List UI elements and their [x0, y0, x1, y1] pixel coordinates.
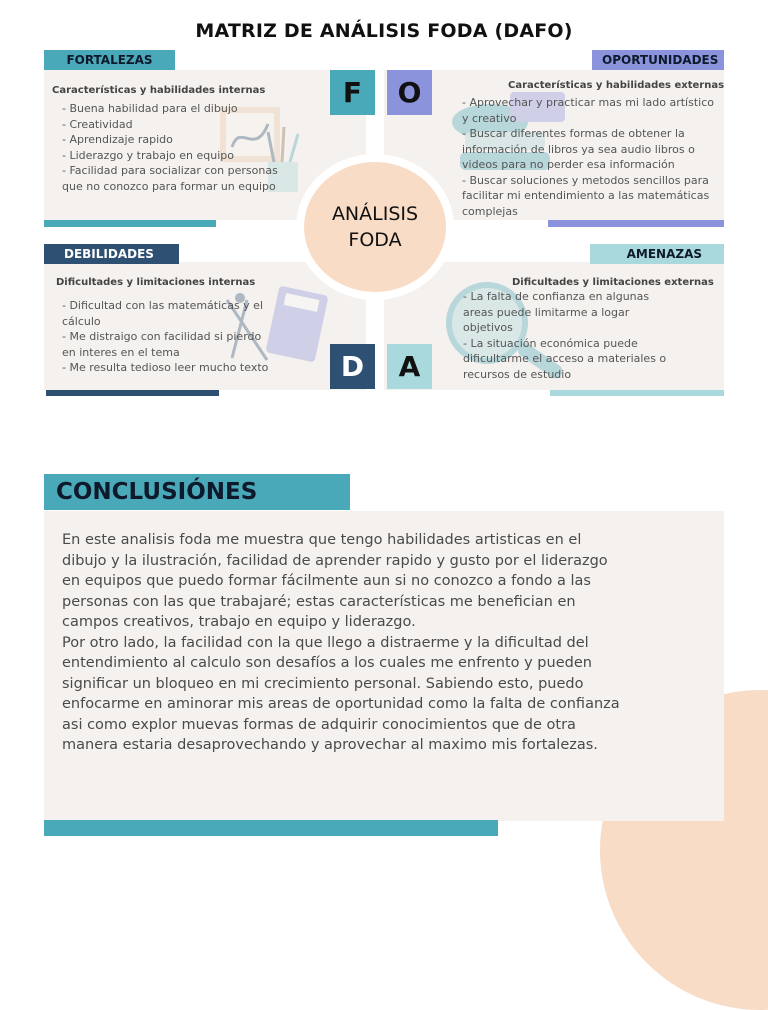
list-item: - Dificultad con las matemáticas y el cálculo — [62, 299, 264, 328]
debilidades-tag: DEBILIDADES — [44, 244, 179, 264]
list-item: - La situación económica puede dificultarme el acceso a materiales o recursos de estudio — [463, 336, 667, 381]
debilidades-bar — [46, 390, 219, 396]
amenazas-tag: AMENAZAS — [590, 244, 724, 264]
conclusions-bar — [44, 820, 498, 836]
list-item: - Me distraigo con facilidad si pierdo en interes en el tema — [62, 330, 262, 359]
list-item: - Buscar soluciones y metodos sencillos para facilitar mi entendimiento a las matemáticas complejas — [462, 173, 710, 218]
list-item: - Buena habilidad para el dibujo — [62, 102, 238, 115]
fortalezas-list — [62, 101, 278, 194]
oportunidades-bar — [548, 220, 724, 227]
list-item: - Creatividad — [62, 117, 133, 131]
list-item: - Aprendizaje rapido — [62, 133, 173, 146]
center-label-line1: ANÁLISIS — [331, 203, 419, 225]
center-label-line2: FODA — [348, 229, 402, 251]
debilidades-list — [62, 298, 274, 376]
debilidades-subtitle: Dificultades y limitaciones internas — [56, 277, 256, 288]
oportunidades-tag: OPORTUNIDADES — [592, 50, 724, 70]
list-item: - Buscar diferentes formas de obtener la información de libros ya sea audio libros o videos para no perder esa información — [462, 127, 695, 171]
letter-f: F — [330, 70, 375, 115]
center-circle — [304, 162, 446, 292]
conclusions-text: En este analisis foda me muestra que tengo habilidades artisticas en el dibujo y la ilustración, facilidad de aprender rapido y gusto por el liderazgo en equipos que puedo formar fácilmente aun si no conozco a fondo a las personas con las que trabajaré; estas características me benefician en campos creativos, trabajo en equipo y liderazgo. Por otro lado, la facilidad con la que llego a distraerme y la dificultad del entendimiento al calculo son desafíos a los cuales me enfrento y pueden significar un bloqueo en mi crecimiento personal. Sabiendo esto, puedo enfocarme en aminorar mis areas de oportunidad como la falta de confianza asi como explor muevas formas de adquirir conocimientos que de otra manera estaria desaprovechando y aprovechar al maximo mis fortalezas. — [62, 532, 620, 753]
list-item: - La falta de confianza en algunas areas puede limitarme a logar objetivos — [463, 290, 650, 334]
letter-o: O — [387, 70, 432, 115]
list-item: - Facilidad para socializar con personas que no conozco para formar un equipo — [62, 164, 278, 193]
list-item: - Aprovechar y practicar mas mi lado artístico y creativo — [462, 96, 714, 125]
letter-d: D — [330, 344, 375, 389]
letter-a: A — [387, 344, 432, 389]
list-item: - Liderazgo y trabajo en equipo — [62, 148, 234, 162]
fortalezas-bar — [44, 220, 216, 227]
amenazas-subtitle: Dificultades y limitaciones externas — [512, 277, 714, 288]
amenazas-bar — [550, 390, 724, 396]
oportunidades-list — [462, 95, 720, 219]
fortalezas-tag: FORTALEZAS — [44, 50, 175, 70]
oportunidades-subtitle: Características y habilidades externas — [508, 80, 725, 91]
list-item: - Me resulta tedioso leer mucho texto — [62, 361, 269, 374]
conclusions-title: CONCLUSIÓNES — [44, 474, 350, 510]
amenazas-list — [463, 289, 675, 382]
page-title: MATRIZ DE ANÁLISIS FODA (DAFO) — [195, 20, 573, 42]
fortalezas-subtitle: Características y habilidades internas — [52, 85, 266, 96]
